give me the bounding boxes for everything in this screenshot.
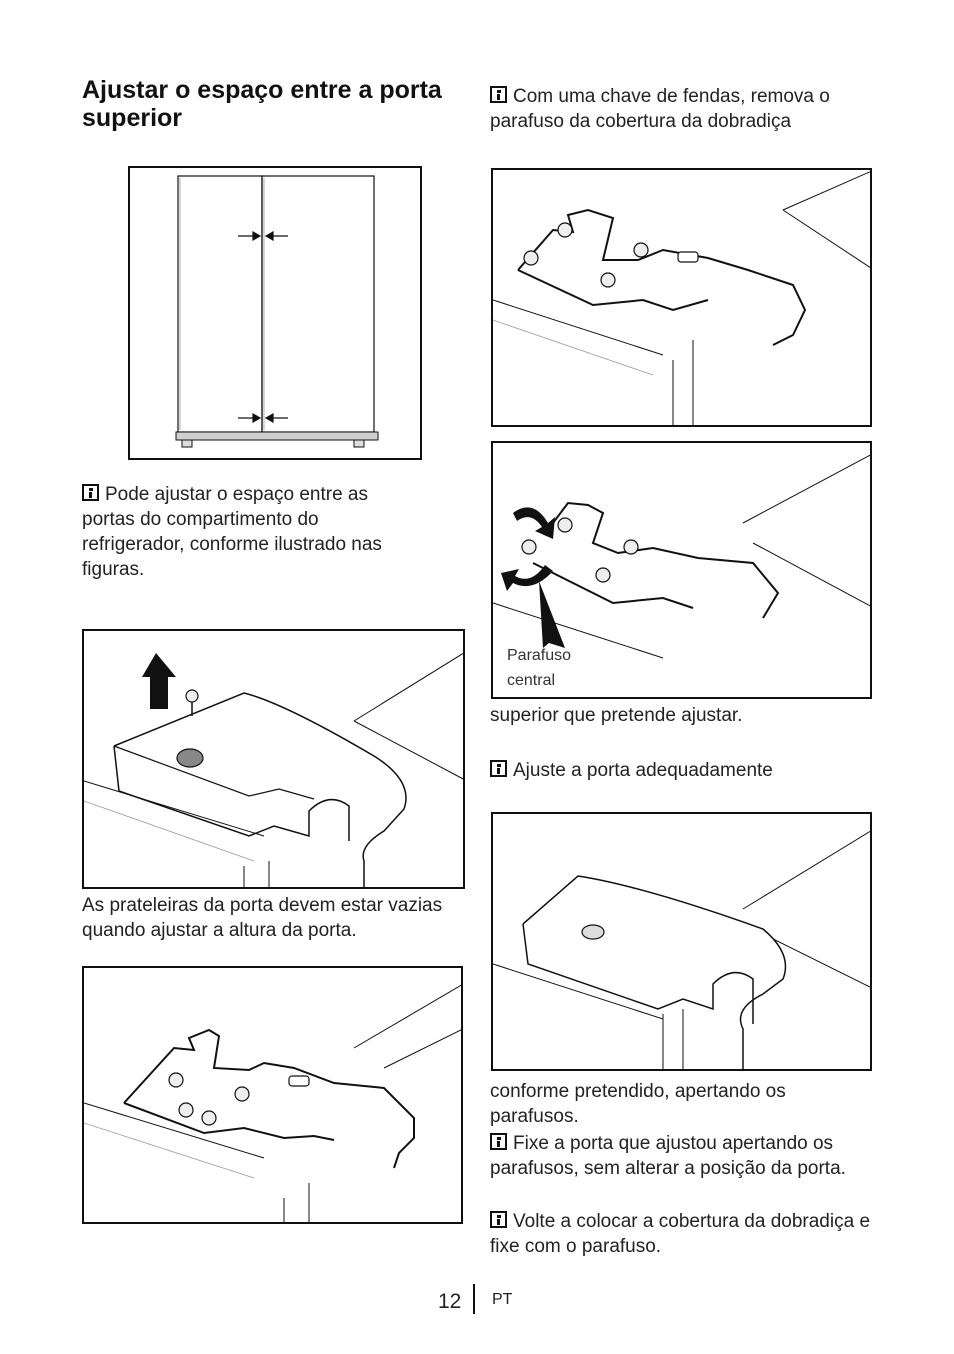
info-icon	[490, 760, 507, 777]
gap-arrow-icon	[238, 232, 288, 422]
info-icon	[490, 1211, 507, 1228]
right-paragraph-3: Ajuste a porta adequadamente	[490, 758, 870, 783]
page-title: Ajustar o espaço entre a porta superior	[82, 76, 442, 132]
left-paragraph-2: As prateleiras da porta devem estar vazias quando ajustar a altura da porta.	[82, 895, 443, 941]
hinge-cover-closed-figure	[491, 812, 872, 1071]
center-screw-label: Parafuso central	[507, 647, 572, 689]
right-paragraph-1: Com uma chave de fendas, remova o parafuso da cobertura da dobradiça	[490, 86, 830, 132]
fridge-front-figure	[128, 166, 422, 460]
hinge-open-figure	[491, 168, 872, 427]
hinge-cover-figure	[82, 629, 465, 889]
pointer-arrow-icon	[539, 581, 565, 648]
left-paragraph-1: Pode ajustar o espaço entre as portas do compartimento do refrigerador, conforme ilustrado nas figuras.	[82, 484, 382, 580]
hinge-screws-figure	[82, 966, 463, 1224]
info-icon	[490, 1133, 507, 1150]
right-paragraph-6: Volte a colocar a cobertura da dobradiça e fixe com o parafuso.	[490, 1211, 871, 1257]
right-paragraph-2: superior que pretende ajustar.	[490, 705, 743, 726]
right-paragraph-4: conforme pretendido, apertando os parafusos.	[490, 1081, 786, 1127]
footer-divider	[473, 1284, 475, 1314]
info-icon	[82, 484, 99, 501]
language-code: PT	[492, 1291, 513, 1308]
center-screw-figure	[491, 441, 872, 699]
arrow-up-icon	[142, 653, 176, 709]
right-paragraph-5: Fixe a porta que ajustou apertando os parafusos, sem alterar a posição da porta.	[490, 1133, 846, 1179]
info-icon	[490, 86, 507, 103]
page-number: 12	[438, 1290, 462, 1313]
